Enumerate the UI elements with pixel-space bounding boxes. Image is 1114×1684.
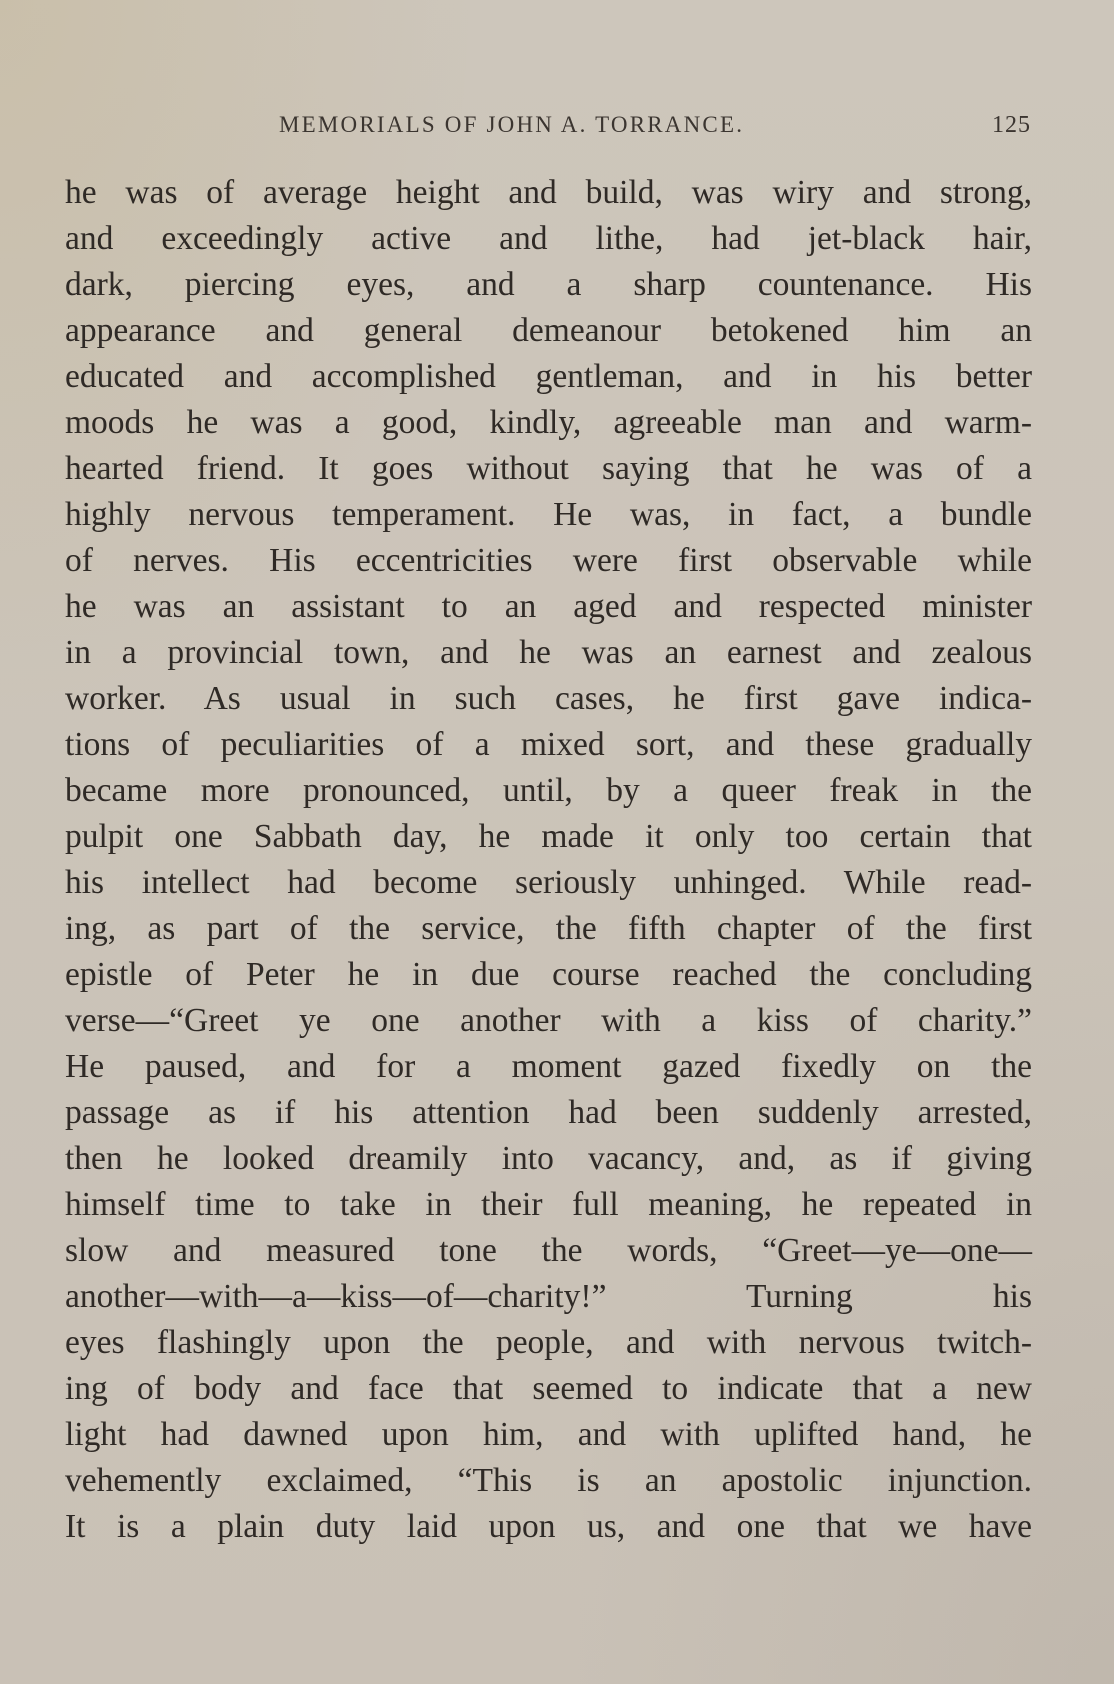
text-line: worker. As usual in such cases, he first gave indica-: [65, 680, 1032, 717]
text-line: epistle of Peter he in due course reached the concluding: [65, 956, 1032, 993]
text-line: passage as if his attention had been suddenly arrested,: [65, 1094, 1032, 1131]
text-line: It is a plain duty laid upon us, and one that we have: [65, 1508, 1032, 1545]
text-line: vehemently exclaimed, “This is an apostolic injunction.: [65, 1462, 1032, 1499]
text-line: he was of average height and build, was wiry and strong,: [65, 174, 1032, 211]
text-line: another—with—a—kiss—of—charity!” Turning his: [65, 1278, 1032, 1315]
text-line: light had dawned upon him, and with uplifted hand, he: [65, 1416, 1032, 1453]
text-line: highly nervous temperament. He was, in fact, a bundle: [65, 496, 1032, 533]
text-line: slow and measured tone the words, “Greet—ye—one—: [65, 1232, 1032, 1269]
text-line: and exceedingly active and lithe, had jet-black hair,: [65, 220, 1032, 257]
text-line: ing of body and face that seemed to indicate that a new: [65, 1370, 1032, 1407]
text-line: his intellect had become seriously unhinged. While read-: [65, 864, 1032, 901]
running-title: MEMORIALS OF JOHN A. TORRANCE.: [279, 112, 745, 137]
body-text: [65, 170, 1032, 1550]
text-line: dark, piercing eyes, and a sharp countenance. His: [65, 266, 1032, 303]
text-line: then he looked dreamily into vacancy, and, as if giving: [65, 1140, 1032, 1177]
text-line: He paused, and for a moment gazed fixedly on the: [65, 1048, 1032, 1085]
page-header: [66, 112, 1031, 148]
text-line: eyes flashingly upon the people, and with nervous twitch-: [65, 1324, 1032, 1361]
text-line: of nerves. His eccentricities were first observable while: [65, 542, 1032, 579]
text-line: educated and accomplished gentleman, and in his better: [65, 358, 1032, 395]
text-line: verse—“Greet ye one another with a kiss of charity.”: [65, 1002, 1032, 1039]
text-line: in a provincial town, and he was an earnest and zealous: [65, 634, 1032, 671]
text-line: moods he was a good, kindly, agreeable man and warm-: [65, 404, 1032, 441]
text-line: tions of peculiarities of a mixed sort, and these gradually: [65, 726, 1032, 763]
text-line: appearance and general demeanour betokened him an: [65, 312, 1032, 349]
page-number: 125: [992, 112, 1031, 138]
text-line: ing, as part of the service, the fifth chapter of the first: [65, 910, 1032, 947]
text-line: pulpit one Sabbath day, he made it only too certain that: [65, 818, 1032, 855]
text-line: became more pronounced, until, by a queer freak in the: [65, 772, 1032, 809]
text-line: hearted friend. It goes without saying that he was of a: [65, 450, 1032, 487]
text-line: he was an assistant to an aged and respected minister: [65, 588, 1032, 625]
text-line: himself time to take in their full meaning, he repeated in: [65, 1186, 1032, 1223]
